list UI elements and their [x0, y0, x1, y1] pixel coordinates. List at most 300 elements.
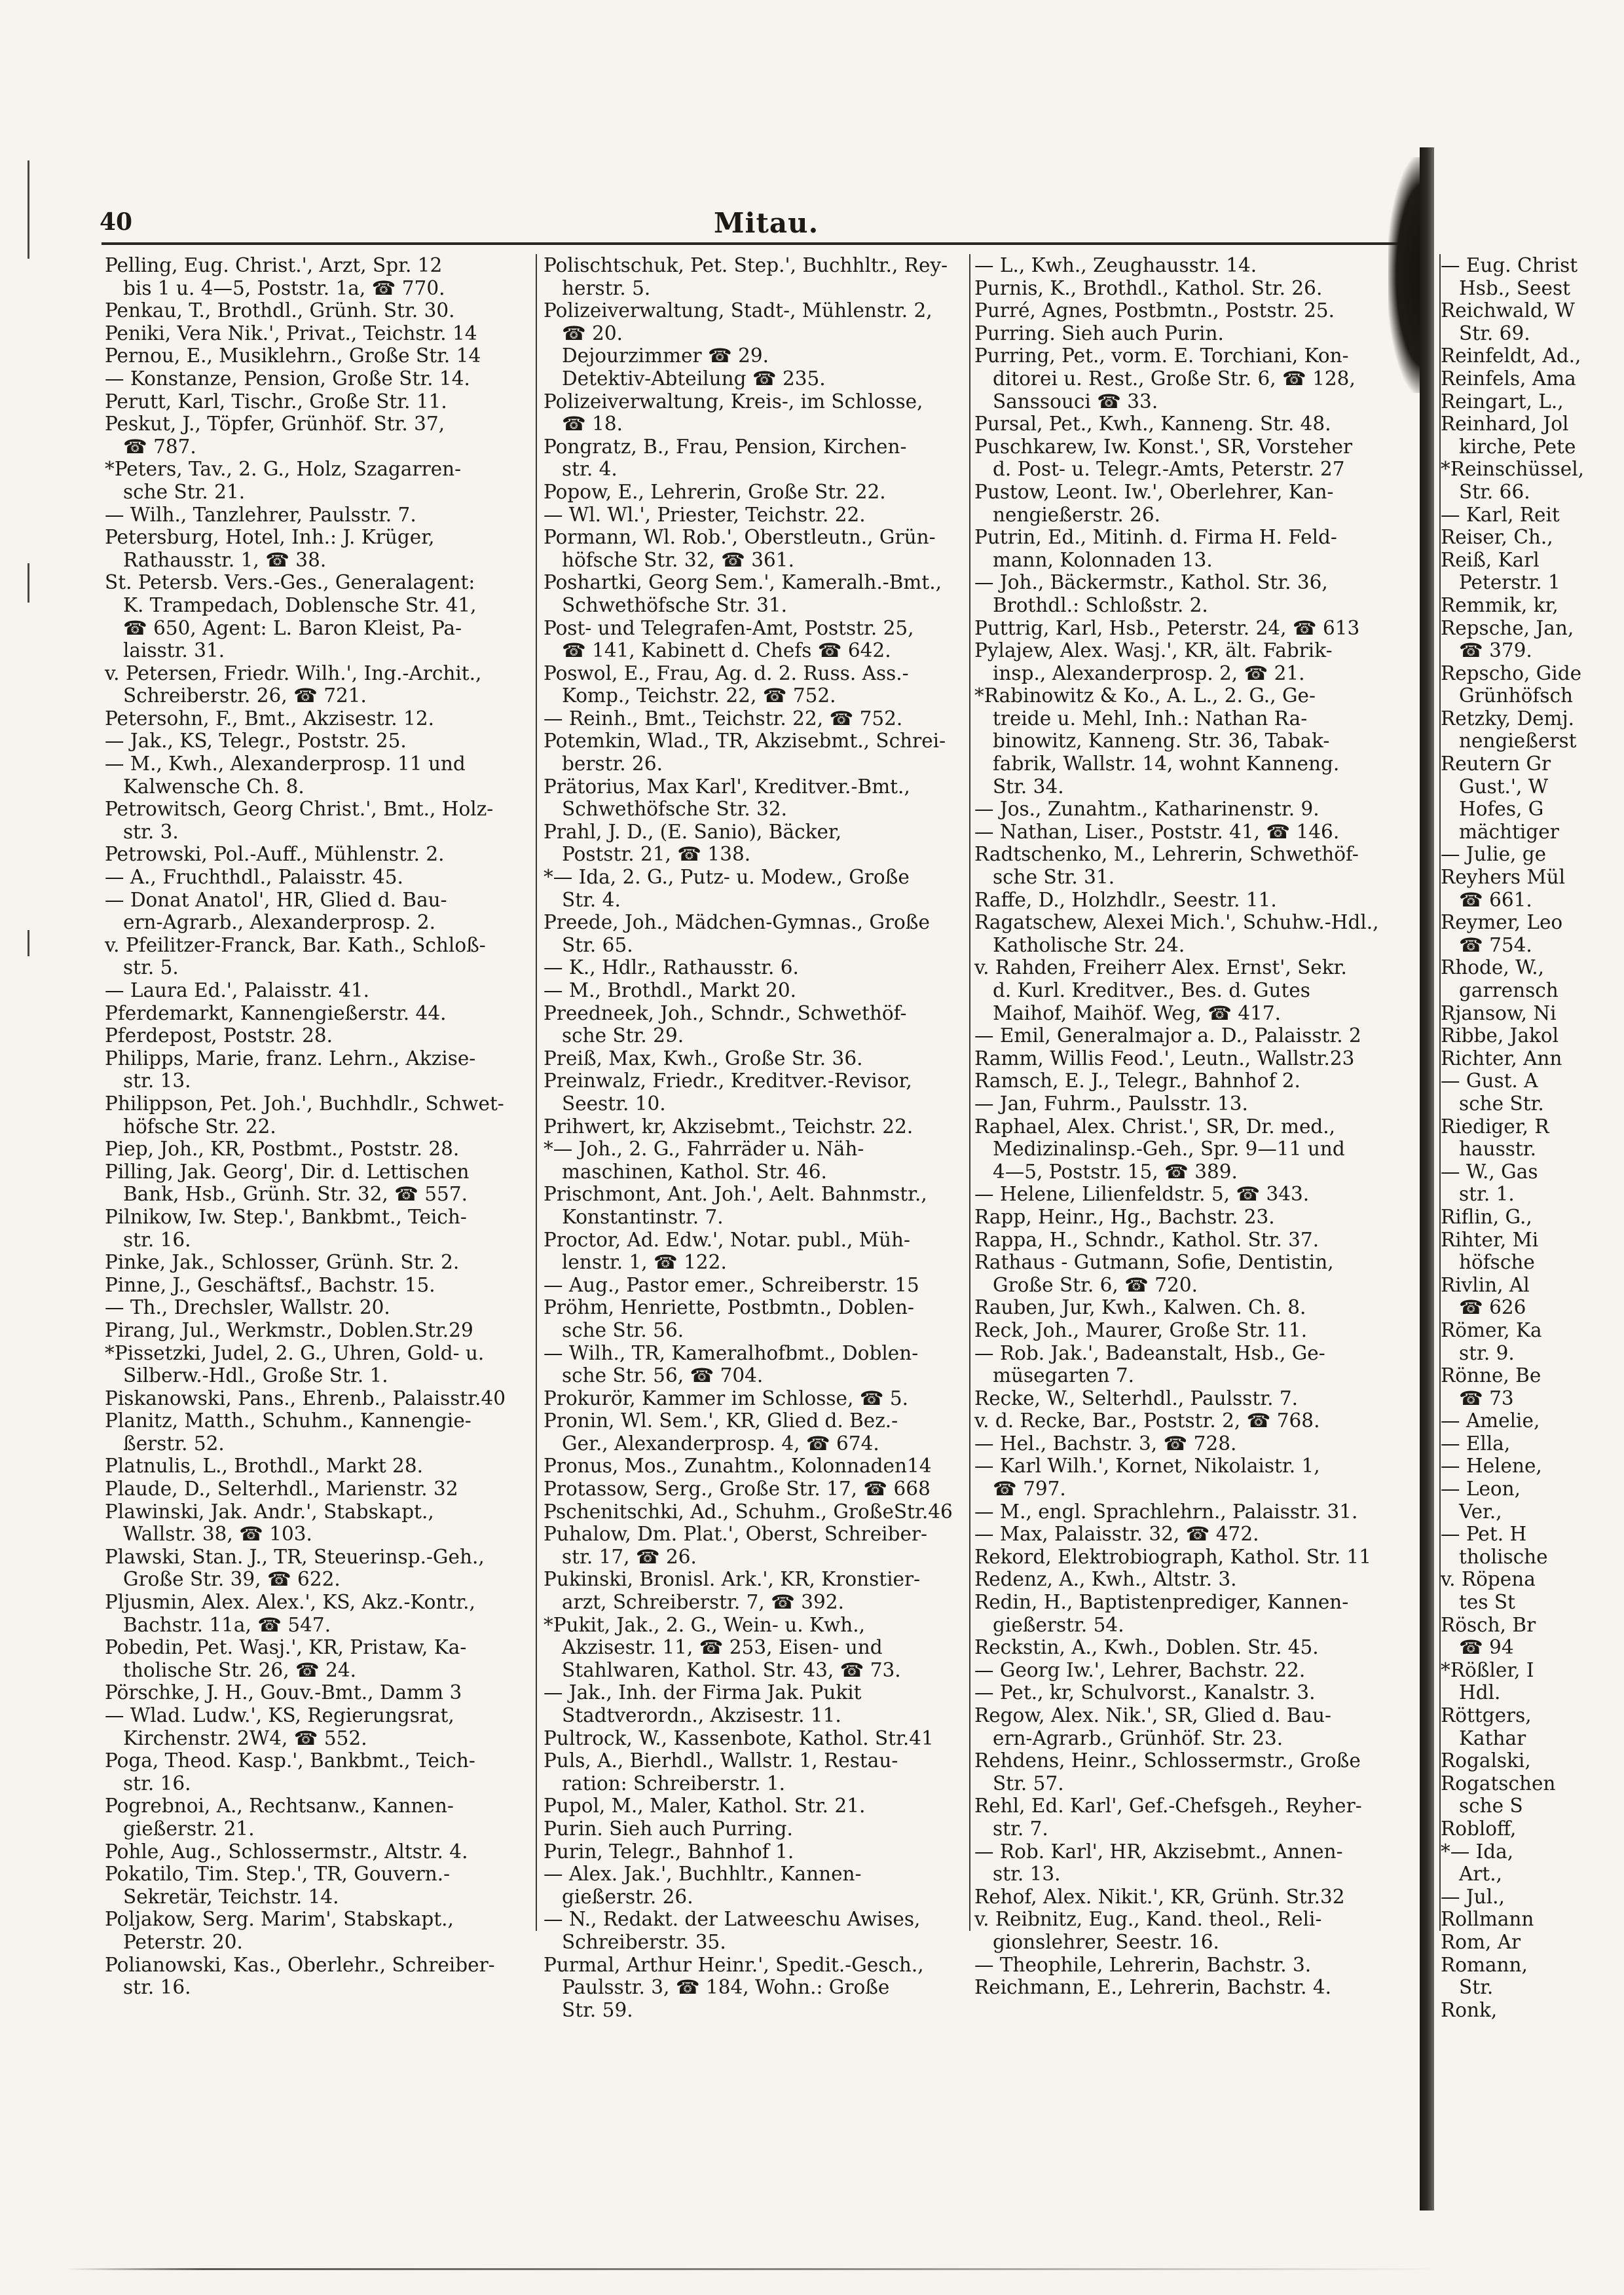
directory-entry: Pljusmin, Alex. Alex.', KS, Akz.-Kontr., — [105, 1591, 475, 1614]
column-divider — [536, 254, 537, 1931]
entry-continuation: Wallstr. 38, ☎ 103. — [123, 1523, 312, 1546]
entry-continuation: Silberw.-Hdl., Große Str. 1. — [123, 1364, 388, 1387]
directory-entry: Rehl, Ed. Karl', Gef.-Chefsgeh., Reyher- — [974, 1795, 1362, 1818]
entry-continuation: sche Str. 29. — [562, 1024, 684, 1047]
directory-entry: Poljakow, Serg. Marim', Stabskapt., — [105, 1908, 454, 1931]
directory-entry: — N., Redakt. der Latweeschu Awises, — [544, 1908, 921, 1931]
entry-continuation: kirche, Pete — [1459, 435, 1576, 458]
entry-continuation: Bachstr. 11a, ☎ 547. — [123, 1613, 331, 1636]
directory-entry: Rösch, Br — [1441, 1613, 1536, 1636]
directory-entry: Repsche, Jan, — [1441, 616, 1574, 639]
directory-entry: — Jak., KS, Telegr., Poststr. 25. — [105, 730, 407, 753]
directory-entry: Pronus, Mos., Zunahtm., Kolonnaden14 — [544, 1455, 932, 1478]
next-page-bleed-column — [1441, 254, 1624, 2021]
directory-entry: St. Petersb. Vers.-Ges., Generalagent: — [105, 571, 475, 594]
entry-continuation: treide u. Mehl, Inh.: Nathan Ra- — [993, 707, 1308, 730]
directory-entry: Polianowski, Kas., Oberlehr., Schreiber- — [105, 1953, 495, 1976]
directory-entry: Reingart, L., — [1441, 390, 1564, 413]
directory-entry: Röttgers, — [1441, 1704, 1532, 1726]
entry-continuation: müsegarten 7. — [993, 1364, 1134, 1387]
entry-continuation: Sekretär, Teichstr. 14. — [123, 1885, 339, 1908]
entry-continuation: höfsche — [1459, 1251, 1535, 1274]
directory-entry: Rappa, H., Schndr., Kathol. Str. 37. — [974, 1228, 1320, 1251]
directory-entry: Rapp, Heinr., Hg., Bachstr. 23. — [974, 1205, 1275, 1228]
directory-entry: — Georg Iw.', Lehrer, Bachstr. 22. — [974, 1658, 1306, 1681]
entry-continuation: Str. — [1459, 1976, 1494, 1999]
directory-entry: Purmal, Arthur Heinr.', Spedit.-Gesch., — [544, 1953, 924, 1976]
entry-continuation: gießerstr. 26. — [562, 1885, 693, 1908]
entry-continuation: Str. 69. — [1459, 322, 1530, 345]
entry-continuation: Peterstr. 20. — [123, 1930, 243, 1953]
directory-entry: Rehof, Alex. Nikit.', KR, Grünh. Str.32 — [974, 1885, 1345, 1908]
entry-continuation: str. 16. — [123, 1976, 191, 1999]
directory-entry: Pilnikow, Iw. Step.', Bankbmt., Teich- — [105, 1205, 467, 1228]
entry-continuation: ☎ 787. — [123, 435, 196, 458]
directory-entry: Reckstin, A., Kwh., Doblen. Str. 45. — [974, 1636, 1319, 1659]
entry-continuation: sche Str. 31. — [993, 866, 1115, 889]
edge-mark — [28, 160, 29, 259]
entry-continuation: Str. 4. — [562, 888, 621, 911]
directory-entry: — Emil, Generalmajor a. D., Palaisstr. 2 — [974, 1024, 1361, 1047]
directory-entry: — Helene, — [1441, 1455, 1542, 1478]
directory-entry: Petrowitsch, Georg Christ.', Bmt., Holz- — [105, 798, 494, 821]
directory-entry: Pustow, Leont. Iw.', Oberlehrer, Kan- — [974, 480, 1334, 503]
directory-entry: Riflin, G., — [1441, 1205, 1532, 1228]
directory-entry: Purin, Telegr., Bahnhof 1. — [544, 1840, 794, 1863]
directory-entry: — M., Brothdl., Markt 20. — [544, 979, 796, 1001]
scan-artifact-line — [65, 2268, 1441, 2270]
directory-entry: Reiß, Karl — [1441, 548, 1540, 571]
directory-entry: Pinne, J., Geschäftsf., Bachstr. 15. — [105, 1273, 435, 1296]
directory-entry: — Jan, Fuhrm., Paulsstr. 13. — [974, 1092, 1248, 1115]
running-head: Mitau. — [714, 207, 819, 239]
directory-column-2 — [544, 254, 969, 2021]
directory-entry: Rekord, Elektrobiograph, Kathol. Str. 11 — [974, 1545, 1372, 1568]
directory-entry: Pernou, E., Musiklehrn., Große Str. 14 — [105, 345, 481, 367]
directory-entry: Pferdemarkt, Kannengießerstr. 44. — [105, 1001, 447, 1024]
entry-continuation: Große Str. 6, ☎ 720. — [993, 1273, 1198, 1296]
directory-entry: — Jul., — [1441, 1885, 1505, 1908]
directory-entry: — Gust. A — [1441, 1070, 1538, 1092]
directory-entry: *Reinschüssel, — [1441, 458, 1585, 481]
entry-continuation: ☎ 650, Agent: L. Baron Kleist, Pa- — [123, 616, 462, 639]
directory-entry: — Jak., Inh. der Firma Jak. Pukit — [544, 1681, 862, 1704]
entry-continuation: Str. 59. — [562, 1998, 633, 2021]
directory-entry: v. Rahden, Freiherr Alex. Ernst', Sekr. — [974, 956, 1347, 979]
directory-entry: Pursal, Pet., Kwh., Kanneng. Str. 48. — [974, 413, 1331, 436]
directory-entry: Polizeiverwaltung, Stadt-, Mühlenstr. 2, — [544, 299, 932, 322]
directory-entry: Petersohn, F., Bmt., Akzisestr. 12. — [105, 707, 434, 730]
directory-entry: Protassow, Serg., Große Str. 17, ☎ 668 — [544, 1478, 931, 1501]
directory-entry: — Donat Anatol', HR, Glied d. Bau- — [105, 888, 447, 911]
entry-continuation: str. 17, ☎ 26. — [562, 1545, 697, 1568]
directory-entry: Purré, Agnes, Postbmtn., Poststr. 25. — [974, 299, 1335, 322]
entry-continuation: str. 16. — [123, 1772, 191, 1795]
directory-entry: Puttrig, Karl, Hsb., Peterstr. 24, ☎ 613 — [974, 616, 1360, 639]
entry-continuation: ☎ 18. — [562, 413, 623, 436]
directory-entry: — Pet., kr, Schulvorst., Kanalstr. 3. — [974, 1681, 1316, 1704]
entry-continuation: ern-Agrarb., Grünhöf. Str. 23. — [993, 1726, 1283, 1749]
entry-continuation: Medizinalinsp.-Geh., Spr. 9—11 und — [993, 1138, 1345, 1161]
directory-entry: Post- und Telegrafen-Amt, Poststr. 25, — [544, 616, 914, 639]
directory-entry: Peniki, Vera Nik.', Privat., Teichstr. 14 — [105, 322, 477, 345]
entry-continuation: Kalwensche Ch. 8. — [123, 775, 304, 798]
edge-mark — [28, 563, 29, 603]
directory-entry: Reinfeldt, Ad., — [1441, 345, 1581, 367]
entry-continuation: Katholische Str. 24. — [993, 933, 1185, 956]
entry-continuation: str. 3. — [123, 820, 179, 843]
entry-continuation: Paulsstr. 3, ☎ 184, Wohn.: Große — [562, 1976, 890, 1999]
directory-entry: — Wlad. Ludw.', KS, Regierungsrat, — [105, 1704, 454, 1726]
directory-entry: Pörschke, J. H., Gouv.-Bmt., Damm 3 — [105, 1681, 462, 1704]
entry-continuation: ☎ 626 — [1459, 1296, 1526, 1319]
directory-entry: Reichwald, W — [1441, 299, 1575, 322]
directory-entry: Riediger, R — [1441, 1115, 1549, 1138]
directory-entry: Preinwalz, Friedr., Kreditver.-Revisor, — [544, 1070, 912, 1092]
entry-continuation: bis 1 u. 4—5, Poststr. 1a, ☎ 770. — [123, 276, 445, 299]
directory-entry: Proctor, Ad. Edw.', Notar. publ., Müh- — [544, 1228, 910, 1251]
directory-entry: Rihter, Mi — [1441, 1228, 1539, 1251]
entry-continuation: sche Str. 21. — [123, 480, 246, 503]
entry-continuation: insp., Alexanderprosp. 2, ☎ 21. — [993, 662, 1305, 684]
entry-continuation: Detektiv-Abteilung ☎ 235. — [562, 367, 826, 390]
entry-continuation: Art., — [1459, 1863, 1503, 1886]
directory-entry: — Helene, Lilienfeldstr. 5, ☎ 343. — [974, 1183, 1310, 1206]
entry-continuation: ☎ 94 — [1459, 1636, 1514, 1659]
directory-entry: — M., engl. Sprachlehrn., Palaisstr. 31. — [974, 1500, 1358, 1523]
entry-continuation: Stadtverordn., Akzisestr. 11. — [562, 1704, 841, 1726]
directory-entry: — M., Kwh., Alexanderprosp. 11 und — [105, 753, 466, 775]
directory-entry: — Joh., Bäckermstr., Kathol. Str. 36, — [974, 571, 1328, 594]
entry-continuation: herstr. 5. — [562, 276, 651, 299]
page-number: 40 — [100, 208, 133, 236]
entry-continuation: ☎ 797. — [993, 1478, 1066, 1501]
directory-entry: Pylajew, Alex. Wasj.', KR, ält. Fabrik- — [974, 639, 1333, 662]
directory-entry: Pschenitschki, Ad., Schuhm., GroßeStr.46 — [544, 1500, 953, 1523]
directory-entry: — Aug., Pastor emer., Schreiberstr. 15 — [544, 1273, 919, 1296]
directory-entry: Rehdens, Heinr., Schlossermstr., Große — [974, 1749, 1361, 1772]
directory-entry: — Jos., Zunahtm., Katharinenstr. 9. — [974, 798, 1320, 821]
directory-entry: Prischmont, Ant. Joh.', Aelt. Bahnmstr., — [544, 1183, 927, 1206]
directory-entry: Ronk, — [1441, 1998, 1498, 2021]
entry-continuation: Hdl. — [1459, 1681, 1501, 1704]
entry-continuation: mann, Kolonnaden 13. — [993, 548, 1213, 571]
entry-continuation: str. 4. — [562, 458, 618, 481]
directory-entry: Römer, Ka — [1441, 1318, 1542, 1341]
directory-entry: Pongratz, B., Frau, Pension, Kirchen- — [544, 435, 907, 458]
directory-entry: Philippson, Pet. Joh.', Buchhdlr., Schwet- — [105, 1092, 504, 1115]
directory-entry: Rathaus - Gutmann, Sofie, Dentistin, — [974, 1251, 1334, 1274]
directory-entry: — Laura Ed.', Palaisstr. 41. — [105, 979, 370, 1001]
directory-entry: Reutern Gr — [1441, 753, 1551, 775]
directory-entry: Ramm, Willis Feod.', Leutn., Wallstr.23 — [974, 1047, 1355, 1070]
entry-continuation: tes St — [1459, 1591, 1515, 1614]
entry-continuation: Kathar — [1459, 1726, 1526, 1749]
entry-continuation: Seestr. 10. — [562, 1092, 666, 1115]
directory-entry: Prahl, J. D., (E. Sanio), Bäcker, — [544, 820, 842, 843]
entry-continuation: Akzisestr. 11, ☎ 253, Eisen- und — [562, 1636, 883, 1659]
entry-continuation: höfsche Str. 32, ☎ 361. — [562, 548, 794, 571]
entry-continuation: Rathausstr. 1, ☎ 38. — [123, 548, 327, 571]
directory-entry: — L., Kwh., Zeughausstr. 14. — [974, 254, 1257, 276]
entry-continuation: garrensch — [1459, 979, 1559, 1001]
entry-continuation: Dejourzimmer ☎ 29. — [562, 345, 769, 367]
entry-continuation: Poststr. 21, ☎ 138. — [562, 843, 751, 866]
directory-entry: Peskut, J., Töpfer, Grünhöf. Str. 37, — [105, 413, 445, 436]
edge-mark — [28, 930, 29, 956]
entry-continuation: Stahlwaren, Kathol. Str. 43, ☎ 73. — [562, 1658, 901, 1681]
entry-continuation: str. 13. — [993, 1863, 1061, 1886]
entry-continuation: berstr. 26. — [562, 753, 663, 775]
directory-entry: *— Ida, 2. G., Putz- u. Modew., Große — [544, 866, 910, 889]
directory-entry: *— Ida, — [1441, 1840, 1514, 1863]
page-fold-edge — [1420, 147, 1434, 2211]
directory-entry: — Theophile, Lehrerin, Bachstr. 3. — [974, 1953, 1312, 1976]
directory-entry: — Max, Palaisstr. 32, ☎ 472. — [974, 1523, 1259, 1546]
directory-entry: Purring. Sieh auch Purin. — [974, 322, 1224, 345]
directory-entry: Rom, Ar — [1441, 1930, 1521, 1953]
entry-continuation: str. 13. — [123, 1070, 191, 1092]
entry-continuation: Bank, Hsb., Grünh. Str. 32, ☎ 557. — [123, 1183, 468, 1206]
directory-entry: Ramsch, E. J., Telegr., Bahnhof 2. — [974, 1070, 1301, 1092]
entry-continuation: sche Str. — [1459, 1092, 1544, 1115]
directory-entry: Reck, Joh., Maurer, Große Str. 11. — [974, 1318, 1308, 1341]
directory-entry: Poshartki, Georg Sem.', Kameralh.-Bmt., — [544, 571, 942, 594]
entry-continuation: nengießerstr. 26. — [993, 503, 1161, 526]
entry-continuation: Ver., — [1459, 1500, 1502, 1523]
directory-entry: Puls, A., Bierhdl., Wallstr. 1, Restau- — [544, 1749, 898, 1772]
entry-continuation: Hofes, G — [1459, 798, 1544, 821]
directory-entry: Prätorius, Max Karl', Kreditver.-Bmt., — [544, 775, 910, 798]
entry-continuation: Hsb., Seest — [1459, 276, 1570, 299]
entry-continuation: ration: Schreiberstr. 1. — [562, 1772, 785, 1795]
entry-continuation: Konstantinstr. 7. — [562, 1205, 724, 1228]
entry-continuation: gießerstr. 54. — [993, 1613, 1124, 1636]
directory-entry: Reinfels, Ama — [1441, 367, 1576, 390]
directory-entry: *— Joh., 2. G., Fahrräder u. Näh- — [544, 1138, 864, 1161]
directory-entry: *Pukit, Jak., 2. G., Wein- u. Kwh., — [544, 1613, 866, 1636]
entry-continuation: 4—5, Poststr. 15, ☎ 389. — [993, 1160, 1238, 1183]
directory-entry: Redenz, A., Kwh., Altstr. 3. — [974, 1568, 1237, 1591]
directory-entry: Pilling, Jak. Georg', Dir. d. Lettischen — [105, 1160, 470, 1183]
directory-entry: Ribbe, Jakol — [1441, 1024, 1559, 1047]
entry-continuation: sche Str. 56, ☎ 704. — [562, 1364, 764, 1387]
directory-entry: Penkau, T., Brothdl., Grünh. Str. 30. — [105, 299, 455, 322]
directory-entry: Polischtschuk, Pet. Step.', Buchhltr., Rey- — [544, 254, 948, 276]
entry-continuation: Peterstr. 1 — [1459, 571, 1560, 594]
entry-continuation: fabrik, Wallstr. 14, wohnt Kanneng. — [993, 753, 1340, 775]
directory-entry: Retzky, Demj. — [1441, 707, 1575, 730]
entry-continuation: Gust.', W — [1459, 775, 1549, 798]
entry-continuation: nengießerst — [1459, 730, 1577, 753]
entry-continuation: Brothdl.: Schloßstr. 2. — [993, 593, 1208, 616]
entry-continuation: gionslehrer, Seestr. 16. — [993, 1930, 1219, 1953]
entry-continuation: Sanssouci ☎ 33. — [993, 390, 1158, 413]
directory-entry: Purin. Sieh auch Purring. — [544, 1817, 793, 1840]
directory-entry: Prihwert, kr, Akzisebmt., Teichstr. 22. — [544, 1115, 913, 1138]
directory-entry: Reinhard, Jol — [1441, 413, 1569, 436]
directory-entry: — Rob. Jak.', Badeanstalt, Hsb., Ge- — [974, 1341, 1325, 1364]
entry-continuation: sche S — [1459, 1795, 1523, 1818]
directory-entry: Poga, Theod. Kasp.', Bankbmt., Teich- — [105, 1749, 475, 1772]
entry-continuation: tholische — [1459, 1545, 1548, 1568]
directory-entry: Plawski, Stan. J., TR, Steuerinsp.-Geh., — [105, 1545, 485, 1568]
directory-entry: *Rabinowitz & Ko., A. L., 2. G., Ge- — [974, 684, 1316, 707]
directory-entry: Repscho, Gide — [1441, 662, 1582, 684]
directory-entry: Pokatilo, Tim. Step.', TR, Gouvern.- — [105, 1863, 451, 1886]
directory-entry: Pohle, Aug., Schlossermstr., Altstr. 4. — [105, 1840, 468, 1863]
directory-entry: — Hel., Bachstr. 3, ☎ 728. — [974, 1432, 1237, 1455]
directory-entry: Pferdepost, Poststr. 28. — [105, 1024, 333, 1047]
directory-column-3 — [974, 254, 1416, 1999]
column-divider — [969, 254, 970, 1931]
entry-continuation: mächtiger — [1459, 820, 1559, 843]
entry-continuation: sche Str. 56. — [562, 1318, 684, 1341]
directory-entry: Pormann, Wl. Rob.', Oberstleutn., Grün- — [544, 526, 936, 549]
directory-entry: Reichmann, E., Lehrerin, Bachstr. 4. — [974, 1976, 1332, 1999]
entry-continuation: ☎ 661. — [1459, 888, 1532, 911]
entry-continuation: str. 7. — [993, 1817, 1048, 1840]
directory-entry: Platnulis, L., Brothdl., Markt 28. — [105, 1455, 423, 1478]
entry-continuation: d. Post- u. Telegr.-Amts, Peterstr. 27 — [993, 458, 1345, 481]
directory-entry: — A., Fruchthdl., Palaisstr. 45. — [105, 866, 403, 889]
entry-continuation: gießerstr. 21. — [123, 1817, 255, 1840]
directory-entry: Perutt, Karl, Tischr., Große Str. 11. — [105, 390, 447, 413]
directory-entry: v. Pfeilitzer-Franck, Bar. Kath., Schloß- — [105, 933, 486, 956]
directory-entry: Rhode, W., — [1441, 956, 1544, 979]
directory-entry: Raffe, D., Holzhdlr., Seestr. 11. — [974, 888, 1277, 911]
directory-entry: Plaude, D., Selterhdl., Marienstr. 32 — [105, 1478, 458, 1501]
entry-continuation: ☎ 379. — [1459, 639, 1532, 662]
directory-entry: Philipps, Marie, franz. Lehrn., Akzise- — [105, 1047, 476, 1070]
directory-entry: — W., Gas — [1441, 1160, 1538, 1183]
entry-continuation: Grünhöfsch — [1459, 684, 1574, 707]
directory-entry: — Wilh., Tanzlehrer, Paulsstr. 7. — [105, 503, 416, 526]
directory-entry: Plawinski, Jak. Andr.', Stabskapt., — [105, 1500, 434, 1523]
directory-entry: Reymer, Leo — [1441, 911, 1563, 934]
directory-entry: Ragatschew, Alexei Mich.', Schuhw.-Hdl., — [974, 911, 1379, 934]
directory-entry: Pinke, Jak., Schlosser, Grünh. Str. 2. — [105, 1251, 460, 1274]
directory-entry: Romann, — [1441, 1953, 1528, 1976]
entry-continuation: Maihof, Maihöf. Weg, ☎ 417. — [993, 1001, 1282, 1024]
entry-continuation: Ger., Alexanderprosp. 4, ☎ 674. — [562, 1432, 879, 1455]
directory-entry: Piskanowski, Pans., Ehrenb., Palaisstr.40 — [105, 1387, 506, 1409]
directory-entry: Pobedin, Pet. Wasj.', KR, Pristaw, Ka- — [105, 1636, 467, 1659]
directory-entry: Raphael, Alex. Christ.', SR, Dr. med., — [974, 1115, 1336, 1138]
directory-entry: Prokurör, Kammer im Schlosse, ☎ 5. — [544, 1387, 909, 1409]
entry-continuation: str. 1. — [1459, 1183, 1515, 1206]
entry-continuation: binowitz, Kanneng. Str. 36, Tabak- — [993, 730, 1330, 753]
entry-continuation: str. 16. — [123, 1228, 191, 1251]
directory-entry: Remmik, kr, — [1441, 593, 1559, 616]
directory-entry: Pelling, Eug. Christ.', Arzt, Spr. 12 — [105, 254, 443, 276]
directory-entry: — Julie, ge — [1441, 843, 1547, 866]
directory-entry: — Wilh., TR, Kameralhofbmt., Doblen- — [544, 1341, 919, 1364]
directory-entry: Rjansow, Ni — [1441, 1001, 1557, 1024]
entry-continuation: str. 5. — [123, 956, 179, 979]
directory-entry: — Nathan, Liser., Poststr. 41, ☎ 146. — [974, 820, 1340, 843]
entry-continuation: laisstr. 31. — [123, 639, 225, 662]
directory-entry: — Konstanze, Pension, Große Str. 14. — [105, 367, 470, 390]
directory-entry: Rönne, Be — [1441, 1364, 1541, 1387]
directory-entry: — K., Hdlr., Rathausstr. 6. — [544, 956, 799, 979]
directory-entry: Polizeiverwaltung, Kreis-, im Schlosse, — [544, 390, 923, 413]
directory-entry: — Th., Drechsler, Wallstr. 20. — [105, 1296, 390, 1319]
directory-column-1 — [105, 254, 527, 1999]
directory-entry: v. Petersen, Friedr. Wilh.', Ing.-Archit., — [105, 662, 482, 684]
directory-entry: — Alex. Jak.', Buchhltr., Kannen- — [544, 1863, 862, 1886]
directory-entry: v. Röpena — [1441, 1568, 1536, 1591]
directory-entry: — Rob. Karl', HR, Akzisebmt., Annen- — [974, 1840, 1343, 1863]
entry-continuation: hausstr. — [1459, 1138, 1536, 1161]
directory-entry: Petrowski, Pol.-Auff., Mühlenstr. 2. — [105, 843, 445, 866]
entry-continuation: lenstr. 1, ☎ 122. — [562, 1251, 727, 1274]
directory-entry: Popow, E., Lehrerin, Große Str. 22. — [544, 480, 886, 503]
entry-continuation: Komp., Teichstr. 22, ☎ 752. — [562, 684, 836, 707]
entry-continuation: ☎ 73 — [1459, 1387, 1514, 1409]
entry-continuation: ßerstr. 52. — [123, 1432, 225, 1455]
directory-entry: Pogrebnoi, A., Rechtsanw., Kannen- — [105, 1795, 454, 1818]
directory-entry: Robloff, — [1441, 1817, 1517, 1840]
directory-entry: *Peters, Tav., 2. G., Holz, Szagarren- — [105, 458, 462, 481]
directory-entry: Pröhm, Henriette, Postbmtn., Doblen- — [544, 1296, 914, 1319]
directory-entry: — Wl. Wl.', Priester, Teichstr. 22. — [544, 503, 866, 526]
directory-entry: Reiser, Ch., — [1441, 526, 1553, 549]
entry-continuation: arzt, Schreiberstr. 7, ☎ 392. — [562, 1591, 844, 1614]
directory-entry: — Karl Wilh.', Kornet, Nikolaistr. 1, — [974, 1455, 1320, 1478]
entry-continuation: ☎ 141, Kabinett d. Chefs ☎ 642. — [562, 639, 891, 662]
entry-continuation: maschinen, Kathol. Str. 46. — [562, 1160, 827, 1183]
directory-entry: Rivlin, Al — [1441, 1273, 1530, 1296]
entry-continuation: Große Str. 39, ☎ 622. — [123, 1568, 341, 1591]
directory-entry: Redin, H., Baptistenprediger, Kannen- — [974, 1591, 1349, 1614]
entry-continuation: Str. 34. — [993, 775, 1064, 798]
entry-continuation: Schreiberstr. 35. — [562, 1930, 726, 1953]
directory-entry: — Ella, — [1441, 1432, 1511, 1455]
directory-entry: Rogalski, — [1441, 1749, 1531, 1772]
entry-continuation: Str. 65. — [562, 933, 633, 956]
directory-entry: Pukinski, Bronisl. Ark.', KR, Kronstier- — [544, 1568, 921, 1591]
directory-entry: Pirang, Jul., Werkmstr., Doblen.Str.29 — [105, 1318, 473, 1341]
directory-entry: Rollmann — [1441, 1908, 1534, 1931]
directory-entry: Rogatschen — [1441, 1772, 1556, 1795]
directory-entry: Radtschenko, M., Lehrerin, Schwethöf- — [974, 843, 1359, 866]
entry-continuation: Schwethöfsche Str. 32. — [562, 798, 788, 821]
directory-entry: Recke, W., Selterhdl., Paulsstr. 7. — [974, 1387, 1298, 1409]
directory-entry: Pupol, M., Maler, Kathol. Str. 21. — [544, 1795, 866, 1818]
entry-continuation: Kirchenstr. 2W4, ☎ 552. — [123, 1726, 367, 1749]
entry-continuation: ern-Agrarb., Alexanderprosp. 2. — [123, 911, 436, 934]
directory-entry: Reyhers Mül — [1441, 866, 1566, 889]
entry-continuation: K. Trampedach, Doblensche Str. 41, — [123, 593, 477, 616]
directory-entry: Poswol, E., Frau, Ag. d. 2. Russ. Ass.- — [544, 662, 909, 684]
directory-entry: Pronin, Wl. Sem.', KR, Glied d. Bez.- — [544, 1409, 898, 1432]
header-rule — [101, 242, 1418, 245]
directory-entry: *Pissetzki, Judel, 2. G., Uhren, Gold- u. — [105, 1341, 485, 1364]
directory-entry: Richter, Ann — [1441, 1047, 1562, 1070]
entry-continuation: Str. 57. — [993, 1772, 1064, 1795]
directory-entry: Preedneek, Joh., Schndr., Schwethöf- — [544, 1001, 907, 1024]
directory-entry: Puhalow, Dm. Plat.', Oberst, Schreiber- — [544, 1523, 927, 1546]
entry-continuation: Str. 66. — [1459, 480, 1530, 503]
directory-entry: Preede, Joh., Mädchen-Gymnas., Große — [544, 911, 930, 934]
directory-entry: — Reinh., Bmt., Teichstr. 22, ☎ 752. — [544, 707, 903, 730]
directory-entry: Petersburg, Hotel, Inh.: J. Krüger, — [105, 526, 435, 549]
directory-entry: Piep, Joh., KR, Postbmt., Poststr. 28. — [105, 1138, 460, 1161]
directory-entry: Putrin, Ed., Mitinh. d. Firma H. Feld- — [974, 526, 1337, 549]
directory-entry: Planitz, Matth., Schuhm., Kannengie- — [105, 1409, 471, 1432]
entry-continuation: ☎ 754. — [1459, 933, 1532, 956]
